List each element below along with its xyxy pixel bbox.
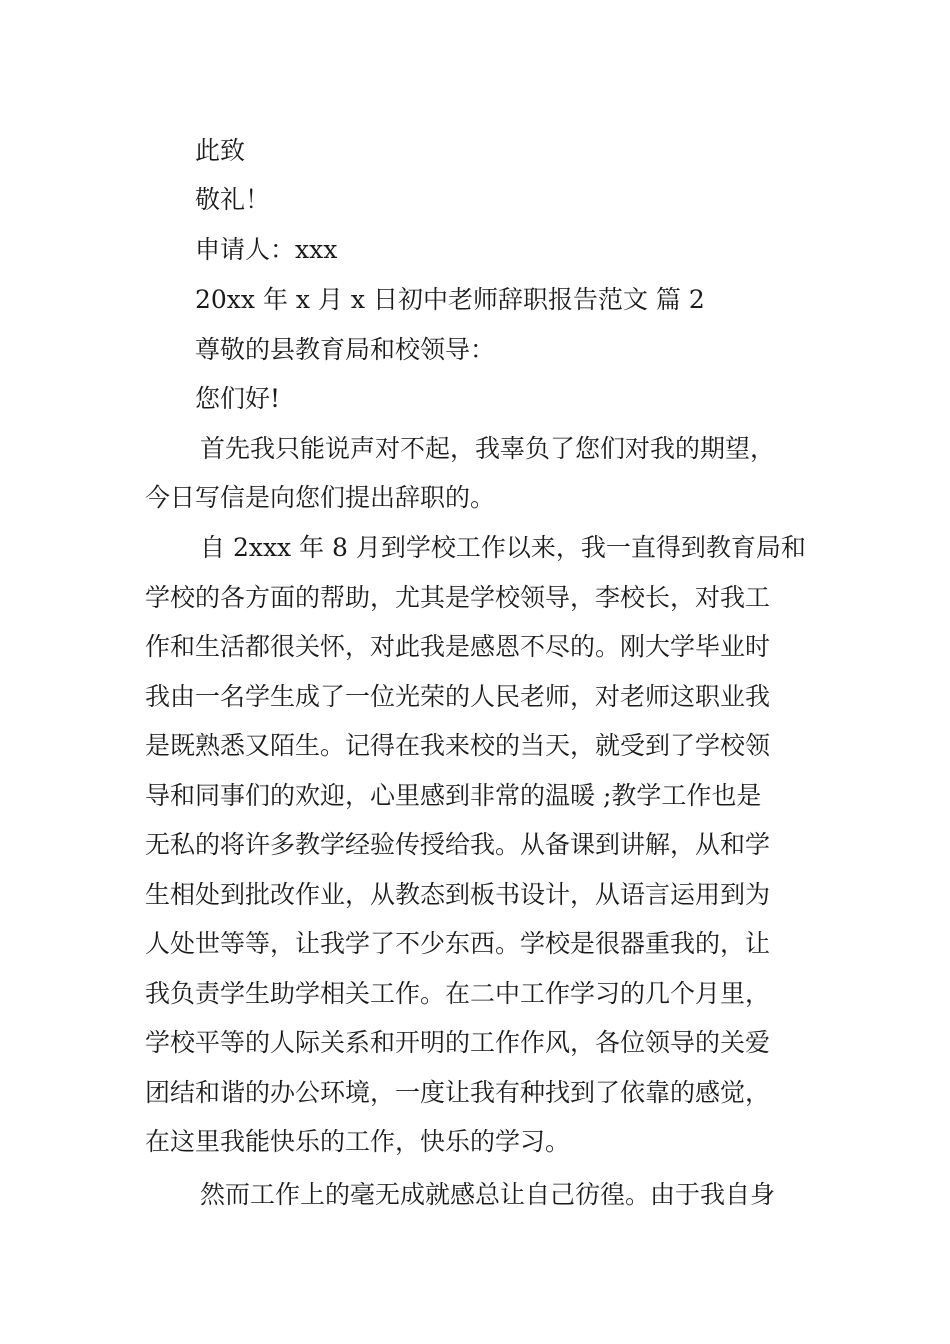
paragraph-2-line: 无私的将许多教学经验传授给我。从备课到讲解，从和学 bbox=[145, 830, 771, 859]
paragraph-1-line: 今日写信是向您们提出辞职的。 bbox=[145, 483, 496, 512]
paragraph-2-line: 我由一名学生成了一位光荣的人民老师，对老师这职业我 bbox=[145, 682, 771, 711]
greeting: 您们好! bbox=[195, 384, 281, 413]
paragraph-2-line: 学校的各方面的帮助，尤其是学校领导，李校长，对我工 bbox=[145, 583, 771, 612]
closing-line-1: 此致 bbox=[195, 136, 246, 165]
paragraph-2-line: 在这里我能快乐的工作，快乐的学习。 bbox=[145, 1127, 571, 1156]
paragraph-2-line: 生相处到批改作业，从教态到板书设计，从语言运用到为 bbox=[145, 880, 771, 909]
paragraph-2-line: 人处世等等，让我学了不少东西。学校是很器重我的，让 bbox=[145, 929, 771, 958]
paragraph-2-line: 导和同事们的欢迎，心里感到非常的温暖 ;教学工作也是 bbox=[145, 781, 762, 810]
paragraph-2-line: 我负责学生助学相关工作。在二中工作学习的几个月里， bbox=[145, 979, 771, 1008]
salutation: 尊敬的县教育局和校领导： bbox=[195, 335, 496, 364]
paragraph-2-line: 学校平等的人际关系和开明的工作作风，各位领导的关爱 bbox=[145, 1028, 771, 1057]
paragraph-2-line: 团结和谐的办公环境，一度让我有种找到了依靠的感觉， bbox=[145, 1078, 771, 1107]
closing-line-2: 敬礼！ bbox=[195, 185, 271, 214]
paragraph-2-line: 作和生活都很关怀，对此我是感恩不尽的。刚大学毕业时 bbox=[145, 632, 771, 661]
paragraph-1-line: 首先我只能说声对不起，我辜负了您们对我的期望， bbox=[200, 434, 776, 463]
paragraph-2-line: 是既熟悉又陌生。记得在我来校的当天，就受到了学校领 bbox=[145, 731, 771, 760]
applicant-line: 申请人：xxx bbox=[195, 235, 338, 264]
paragraph-3-line: 然而工作上的毫无成就感总让自己彷徨。由于我自身 bbox=[200, 1180, 776, 1209]
section-heading: 20xx 年 x 月 x 日初中老师辞职报告范文 篇 2 bbox=[195, 285, 705, 314]
paragraph-2-line: 自 2xxx 年 8 月到学校工作以来，我一直得到教育局和 bbox=[200, 533, 806, 562]
